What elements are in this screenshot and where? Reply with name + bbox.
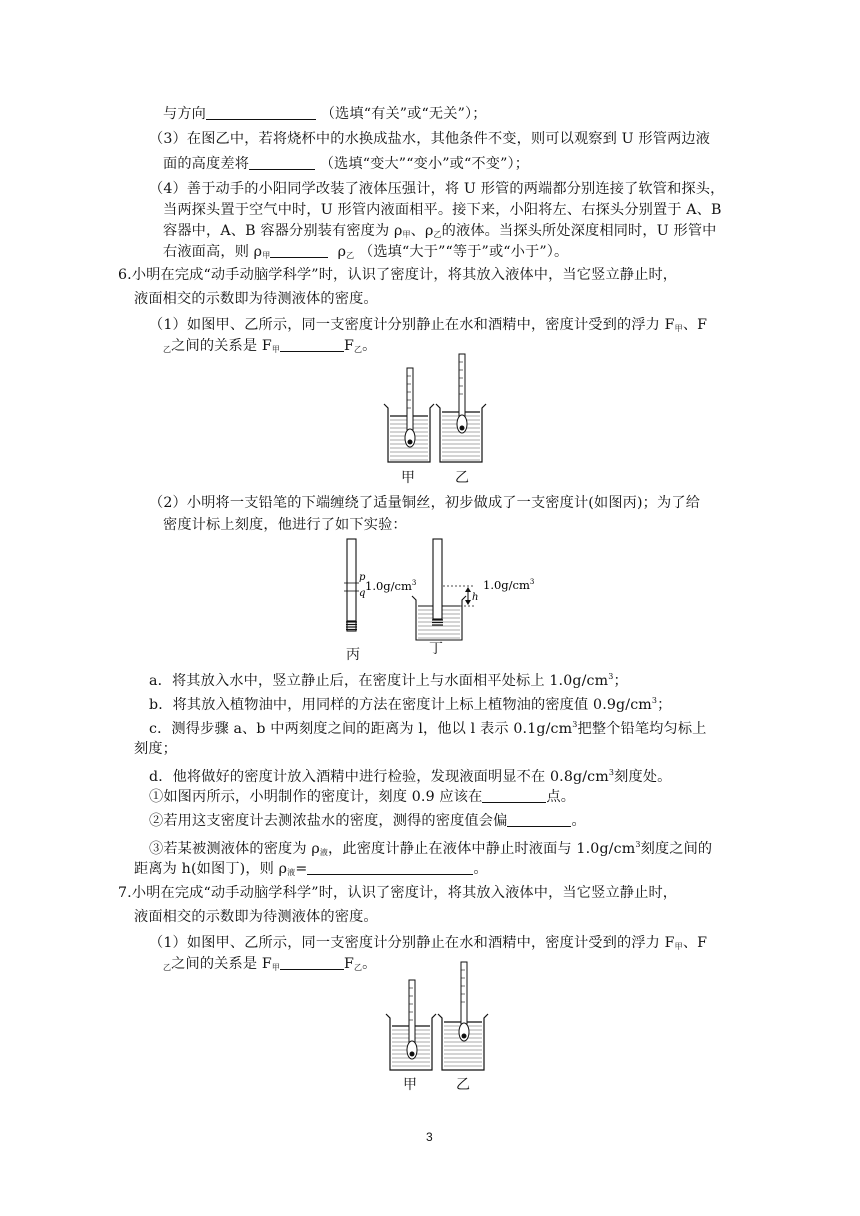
text-line: 液面相交的示数即为待测液体的密度。	[134, 291, 378, 307]
answer-blank[interactable]	[507, 812, 571, 827]
hydrometer-beakers-figure-2	[380, 958, 496, 1076]
text-line: （1）如图甲、乙所示，同一支密度计分别静止在水和酒精中，密度计受到的浮力 $F_甲$、F	[149, 317, 708, 333]
figure-label-jia: 甲	[401, 470, 415, 486]
answer-blank[interactable]	[280, 337, 344, 352]
text-line: 容器中，A、B 容器分别装有密度为 $\rho_甲$、$\rho_乙$的液体。当探头所处深度相同时，U 形管中	[163, 223, 717, 239]
mark-h: h	[472, 592, 479, 603]
step-c: c．测得步骤 a、b 中两刻度之间的距离为 l，他以 l 表示 $0.1g/cm^3$把整个铅笔均匀标上	[149, 720, 707, 737]
question-7-stem: 7.小明在完成“动手动脑学科学”时，认识了密度计，将其放入液体中，当它竖立静止时，	[118, 885, 678, 901]
answer-blank[interactable]	[482, 788, 546, 803]
answer-blank[interactable]	[307, 860, 473, 875]
figure-label-ding: 丁	[429, 641, 443, 657]
text-line: （1）如图甲、乙所示，同一支密度计分别静止在水和酒精中，密度计受到的浮力 $F_甲$、F	[149, 935, 708, 951]
figure-label-yi-2: 乙	[456, 1077, 470, 1093]
text-line: （2）小明将一支铅笔的下端缠绕了适量铜丝，初步做成了一支密度计(如图丙)；为了给	[149, 495, 701, 511]
text-line: $_乙$之间的关系是 $F_甲$ $F_乙$。	[163, 956, 377, 972]
answer-blank[interactable]	[249, 155, 315, 170]
mark-p: p	[359, 572, 366, 583]
text-line: （4）善于动手的小阳同学改装了液体压强计，将 U 形管的两端都分别连接了软管和探头，	[149, 181, 725, 197]
text-line: 刻度；	[134, 741, 178, 757]
text-line: （3）在图乙中，若将烧杯中的水换成盐水，其他条件不变，则可以观察到 U 形管两边液	[149, 131, 711, 147]
text-line: 右液面高，则 $\rho_甲$ $\rho_乙$ （选填“大于”“等于”或“小于”）。	[163, 244, 569, 260]
text-line: 当两探头置于空气中时，U 形管内液面相平。接下来，小阳将左、右探头分别置于 A、B	[163, 202, 722, 218]
sub-question-3: ③若某被测液体的密度为 $\rho_液$，此密度计静止在液体中静止时液面与 $1.0g/cm^3$刻度之间的	[149, 840, 713, 857]
figure-label-jia-2: 甲	[403, 1077, 417, 1093]
hydrometer-beakers-figure	[378, 352, 494, 470]
text-line: 面的高度差将 （选填“变大”“变小”或“不变”）；	[163, 156, 530, 172]
step-b: b．将其放入植物油中，用同样的方法在密度计上标上植物油的密度值 $0.9g/cm^3$；	[149, 696, 672, 713]
text-line: 与方向 （选填“有关”或“无关”）；	[163, 106, 487, 122]
step-a: a．将其放入水中，竖立静止后，在密度计上与水面相平处标上 $1.0g/cm^3$；	[149, 672, 628, 689]
text-line: 密度计标上刻度，他进行了如下实验：	[163, 517, 407, 533]
text-line: $_乙$之间的关系是 $F_甲$ $F_乙$。	[163, 338, 377, 354]
figure-label-yi: 乙	[455, 470, 469, 486]
sub-question-2: ②若用这支密度计去测浓盐水的密度，测得的密度值会偏 。	[149, 813, 586, 829]
density-label-right: $1.0g/cm^3$	[483, 578, 535, 592]
answer-blank[interactable]	[280, 955, 344, 970]
step-d: d．他将做好的密度计放入酒精中进行检验，发现液面明显不在 $0.8g/cm^3$刻度处。	[149, 768, 672, 785]
answer-blank[interactable]	[270, 243, 328, 258]
answer-blank[interactable]	[206, 105, 316, 120]
density-label-left: $1.0g/cm^3$	[365, 579, 417, 593]
mark-q: q	[359, 588, 366, 599]
text-line: 距离为 h(如图丁)，则 $\rho_液=$ 。	[134, 861, 488, 877]
page-number: 3	[426, 1130, 433, 1144]
pencil-hydrometer-figure	[340, 536, 550, 648]
figure-label-bing: 丙	[346, 647, 360, 663]
text-line: 液面相交的示数即为待测液体的密度。	[134, 909, 378, 925]
sub-question-1: ①如图丙所示，小明制作的密度计，刻度 0.9 应该在 点。	[149, 789, 576, 805]
question-6-stem: 6.小明在完成“动手动脑学科学”时，认识了密度计，将其放入液体中，当它竖立静止时，	[118, 267, 678, 283]
